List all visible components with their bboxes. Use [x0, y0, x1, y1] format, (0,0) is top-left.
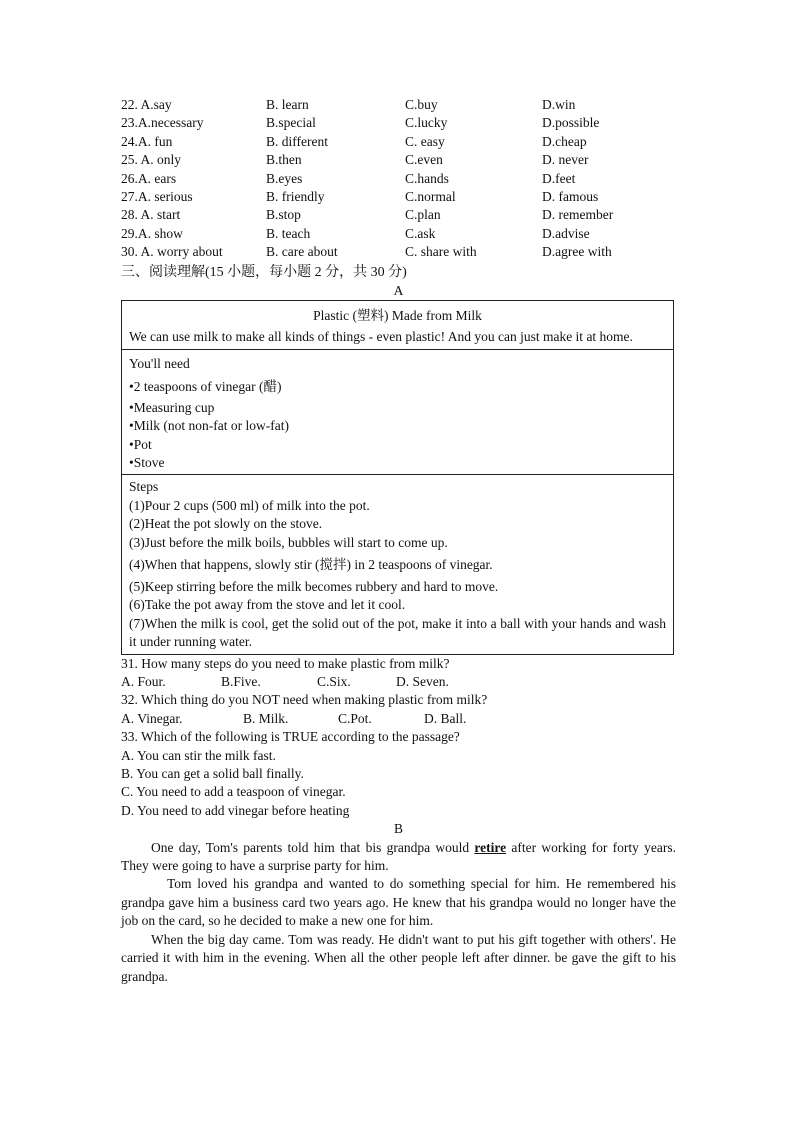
- question-options: [121, 673, 676, 691]
- option-d: D.feet: [542, 170, 576, 186]
- passage-b-paragraph-2: Tom loved his grandpa and wanted to do something special for him. He remembered his grandpa gave him a business card two years ago. He knew that his grandpa would no longer have the job on the card, so he decided to make a new one for him.: [121, 876, 676, 929]
- option-b: B.special: [266, 115, 316, 131]
- option-row-22: [121, 96, 676, 114]
- option-d: D. remember: [542, 207, 614, 223]
- step-item: (6)Take the pot away from the stove and let it cool.: [129, 597, 406, 613]
- need-item: •Milk (not non-fat or low-fat): [129, 418, 289, 434]
- option-c: C. You need to add a teaspoon of vinegar.: [121, 784, 346, 800]
- exam-page: [121, 96, 676, 986]
- option-a: 24.A. fun: [121, 133, 173, 149]
- step-item: (5)Keep stirring before the milk becomes rubbery and hard to move.: [129, 578, 499, 594]
- option-b: B.Five.: [221, 674, 261, 690]
- recipe-box: [121, 300, 674, 654]
- highlighted-word: retire: [474, 839, 507, 855]
- option-row-30: [121, 243, 676, 261]
- step-item: (1)Pour 2 cups (500 ml) of milk into the pot.: [129, 497, 370, 513]
- option-a: A. Four.: [121, 674, 166, 690]
- needs-cell: [122, 349, 674, 475]
- option-c: C.plan: [405, 207, 441, 223]
- step-item: (7)When the milk is cool, get the solid out of the pot, make it into a ball with your hands and wash it under running water.: [129, 615, 666, 650]
- option-row-27: [121, 188, 676, 206]
- option-a: 25. A. only: [121, 152, 182, 168]
- question-32: [121, 691, 676, 728]
- cloze-options: [121, 96, 676, 262]
- option-c: C.ask: [405, 225, 436, 241]
- option-c: C.Six.: [317, 674, 351, 690]
- option-b: B. friendly: [266, 188, 325, 204]
- option-a: 28. A. start: [121, 207, 181, 223]
- needs-heading: You'll need: [129, 355, 190, 371]
- need-item: •Pot: [129, 436, 152, 452]
- option-b: B. You can get a solid ball finally.: [121, 766, 304, 782]
- option-row-23: [121, 114, 676, 132]
- option-d: D. never: [542, 152, 589, 168]
- step-item: (2)Heat the pot slowly on the stove.: [129, 516, 323, 532]
- recipe-intro: We can use milk to make all kinds of things - even plastic! And you can just make it at home.: [129, 329, 633, 345]
- option-a: 27.A. serious: [121, 188, 193, 204]
- option-d: D.agree with: [542, 244, 612, 260]
- option-c: C.hands: [405, 170, 449, 186]
- need-item: •Stove: [129, 454, 165, 470]
- recipe-title: Plastic (塑料) Made from Milk: [313, 308, 482, 324]
- step-item: (3)Just before the milk boils, bubbles will start to come up.: [129, 534, 448, 550]
- option-d: D. You need to add vinegar before heating: [121, 802, 350, 818]
- section-heading: 三、阅读理解(15 小题，每小题 2 分，共 30 分): [121, 264, 407, 280]
- need-item: •2 teaspoons of vinegar (醋): [129, 378, 282, 394]
- option-c: C.lucky: [405, 115, 448, 131]
- passage-a-label: A: [393, 282, 404, 298]
- option-a: A. Vinegar.: [121, 710, 183, 726]
- option-row-28: [121, 206, 676, 224]
- option-a: A. You can stir the milk fast.: [121, 747, 276, 763]
- passage-b-paragraph-1: [121, 839, 676, 876]
- passage-b-label: B: [393, 821, 403, 837]
- option-a: 30. A. worry about: [121, 244, 223, 260]
- option-a: 22. A.say: [121, 97, 172, 112]
- need-item: •Measuring cup: [129, 399, 215, 415]
- option-d: D.cheap: [542, 133, 587, 149]
- recipe-title-cell: [122, 301, 674, 349]
- step-item: (4)When that happens, slowly stir (搅拌) in 2 teaspoons of vinegar.: [129, 556, 493, 572]
- option-a: 29.A. show: [121, 225, 183, 241]
- option-b: B.stop: [266, 207, 301, 223]
- option-c: C.Pot.: [338, 710, 372, 726]
- option-a: 23.A.necessary: [121, 115, 204, 131]
- option-b: B. different: [266, 133, 328, 149]
- question-31: [121, 655, 676, 692]
- option-d: D. Ball.: [424, 710, 467, 726]
- question-text: 33. Which of the following is TRUE according to the passage?: [121, 729, 460, 745]
- option-b: B. learn: [266, 97, 309, 112]
- option-a: 26.A. ears: [121, 170, 177, 186]
- steps-cell: [122, 475, 674, 654]
- option-c: C. share with: [405, 244, 477, 260]
- option-row-29: [121, 225, 676, 243]
- paragraph-text: One day, Tom's parents told him that bis grandpa would: [151, 839, 475, 855]
- question-text: 32. Which thing do you NOT need when making plastic from milk?: [121, 692, 488, 708]
- question-options: [121, 710, 676, 728]
- option-c: C.buy: [405, 97, 438, 112]
- option-b: B. Milk.: [243, 710, 289, 726]
- steps-heading: Steps: [129, 479, 159, 495]
- question-text: 31. How many steps do you need to make plastic from milk?: [121, 655, 450, 671]
- option-b: B.then: [266, 152, 302, 168]
- option-d: D. Seven.: [396, 674, 449, 690]
- option-row-24: [121, 133, 676, 151]
- option-d: D.advise: [542, 225, 590, 241]
- question-33: [121, 728, 676, 820]
- option-d: D. famous: [542, 188, 599, 204]
- option-c: C. easy: [405, 133, 445, 149]
- passage-b-paragraph-3: When the big day came. Tom was ready. He didn't want to put his gift together with others'. He carried it with him in the evening. When all the other people left after dinner. be gave the gift to his grandpa.: [121, 931, 676, 984]
- option-row-26: [121, 170, 676, 188]
- option-d: D.win: [542, 97, 576, 112]
- option-b: B.eyes: [266, 170, 303, 186]
- paragraph-text: after working for forty years. They were going to have a surprise party for him.: [121, 839, 676, 874]
- option-c: C.even: [405, 152, 443, 168]
- option-b: B. teach: [266, 225, 311, 241]
- option-row-25: [121, 151, 676, 169]
- option-c: C.normal: [405, 188, 456, 204]
- option-b: B. care about: [266, 244, 338, 260]
- option-d: D.possible: [542, 115, 600, 131]
